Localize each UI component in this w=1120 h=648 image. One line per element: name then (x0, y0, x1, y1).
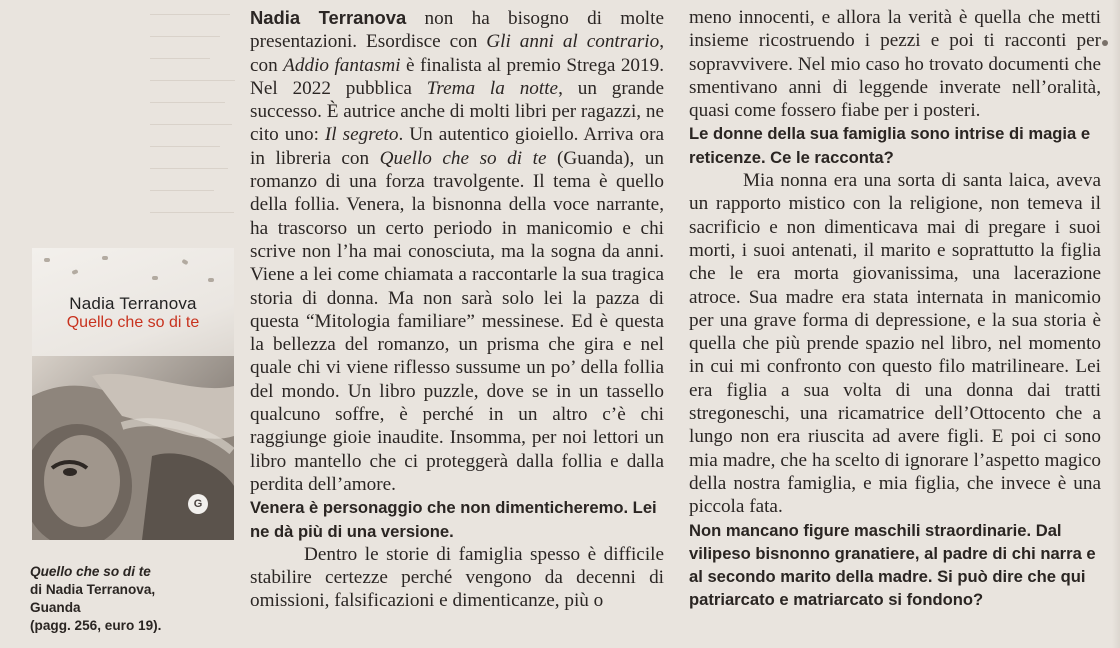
answer-1-start: Dentro le storie di famiglia spesso è difficile stabilire certezze perché vengono da decenni di omissioni, falsificazioni e dimenticanze, più o (250, 543, 664, 612)
bleed-through-area (0, 0, 240, 260)
caption-author: di Nadia Terranova, (30, 582, 156, 597)
article-column-1 (250, 6, 664, 613)
interview-question-1: Venera è personaggio che non dimenticheremo. Lei ne dà più di una versione. (250, 498, 657, 541)
text-run: è finalista al premio Strega 2019. Nel 2022 pubblica (250, 54, 664, 99)
publisher-logo: G (188, 494, 208, 514)
caption-publisher: Guanda (30, 600, 81, 615)
cover-author: Nadia Terranova (69, 294, 197, 313)
intro-paragraph (250, 6, 664, 496)
answer-1-end: meno innocenti, e allora la verità è quella che metti insieme ricostruendo i pezzi e poi ti racconti per sopravvivere. Nel mio caso ho trovato documenti che smentivano anni di leggende inverate nell’oralità, quasi come fossero fiabe per i posteri. (689, 7, 1101, 122)
text-run: non ha bisogno di molte presentazioni. Esordisce con (250, 8, 664, 53)
book-title: Quello che so di te (379, 147, 547, 169)
book-cover (32, 248, 234, 540)
book-caption (30, 563, 240, 635)
book-title: Trema la notte (426, 77, 559, 99)
caption-title: Quello che so di te (30, 564, 151, 579)
book-title: Gli anni al contrario (486, 31, 660, 53)
text-run: , un grande successo. È autrice anche di molti libri per ragazzi, ne cito uno: (250, 77, 664, 146)
answer-2: Mia nonna era una sorta di santa laica, aveva un rapporto mistico con la religione, non temeva il sacrificio e non dimenticava mai di pregare i suoi morti, i suoi antenati, il marito e soprattutto la figlia che le era morta giovanissima, una lacerazione atroce. Sua madre era stata internata in manicomio per una grave forma di depressione, e la sua storia è quella che più prende spazio nel libro, nel momento in cui mi confronto con questo filo matrilineare. Lei era figlia a sua volta di una donna dai tratti stregoneschi, una ricamatrice dell’Ottocento che a lungo non era riuscita ad avere figli. E poi ci sono mia madre, che ha scelto di ignorare l’aspetto magico della nostra famiglia, e mia figlia, che invece è una piccola fata. (689, 170, 1101, 518)
text-run: . Un autentico gioiello. Arriva ora in libreria con (250, 124, 665, 169)
page-edge (1112, 0, 1120, 648)
interview-question-2: Le donne della sua famiglia sono intrise di magia e reticenze. Ce le racconta? (689, 124, 1091, 167)
margin-dot (1102, 40, 1108, 46)
book-title: Il segreto (324, 124, 399, 146)
text-run: , con (250, 31, 665, 76)
cover-photo (32, 356, 234, 540)
interview-question-3: Non mancano figure maschili straordinarie. Dal vilipeso bisnonno granatiere, al padre di chi narra e al secondo marito della madre. Si può dire che qui patriarcato e matriarcato si fondono? (689, 520, 1096, 610)
author-name: Nadia Terranova (250, 7, 407, 28)
article-column-2 (689, 6, 1101, 612)
caption-details: (pagg. 256, euro 19). (30, 618, 162, 633)
text-run: (Guanda), un romanzo di una forza travolgente. Il tema è quello della follia. Venera, la bisnonna della voce narrante, ha trascorso un certo periodo in manicomio e chi scrive non l’ha mai conosciuta, ma la sogna da anni. Viene a lei come chiamata a raccontarle la sua tragica storia di donna. Ma non sarà solo lei la pazza di questa “Mitologia familiare” messinese. Ed è questa la bellezza del romanzo, un prisma che gira e nel quale chi vi viene riflesso sussume un po’ della follia del mondo. Un libro puzzle, dove se in un tassello qualcuno soffre, è perché in un altro c’è chi raggiunge gioie inaudite. Insomma, per noi lettori un libro mantello che ci proteggerà dalla follia e dalla perdita dell’amore. (250, 147, 665, 495)
cover-title: Quello che so di te (66, 314, 200, 331)
book-title: Addio fantasmi (283, 54, 401, 76)
